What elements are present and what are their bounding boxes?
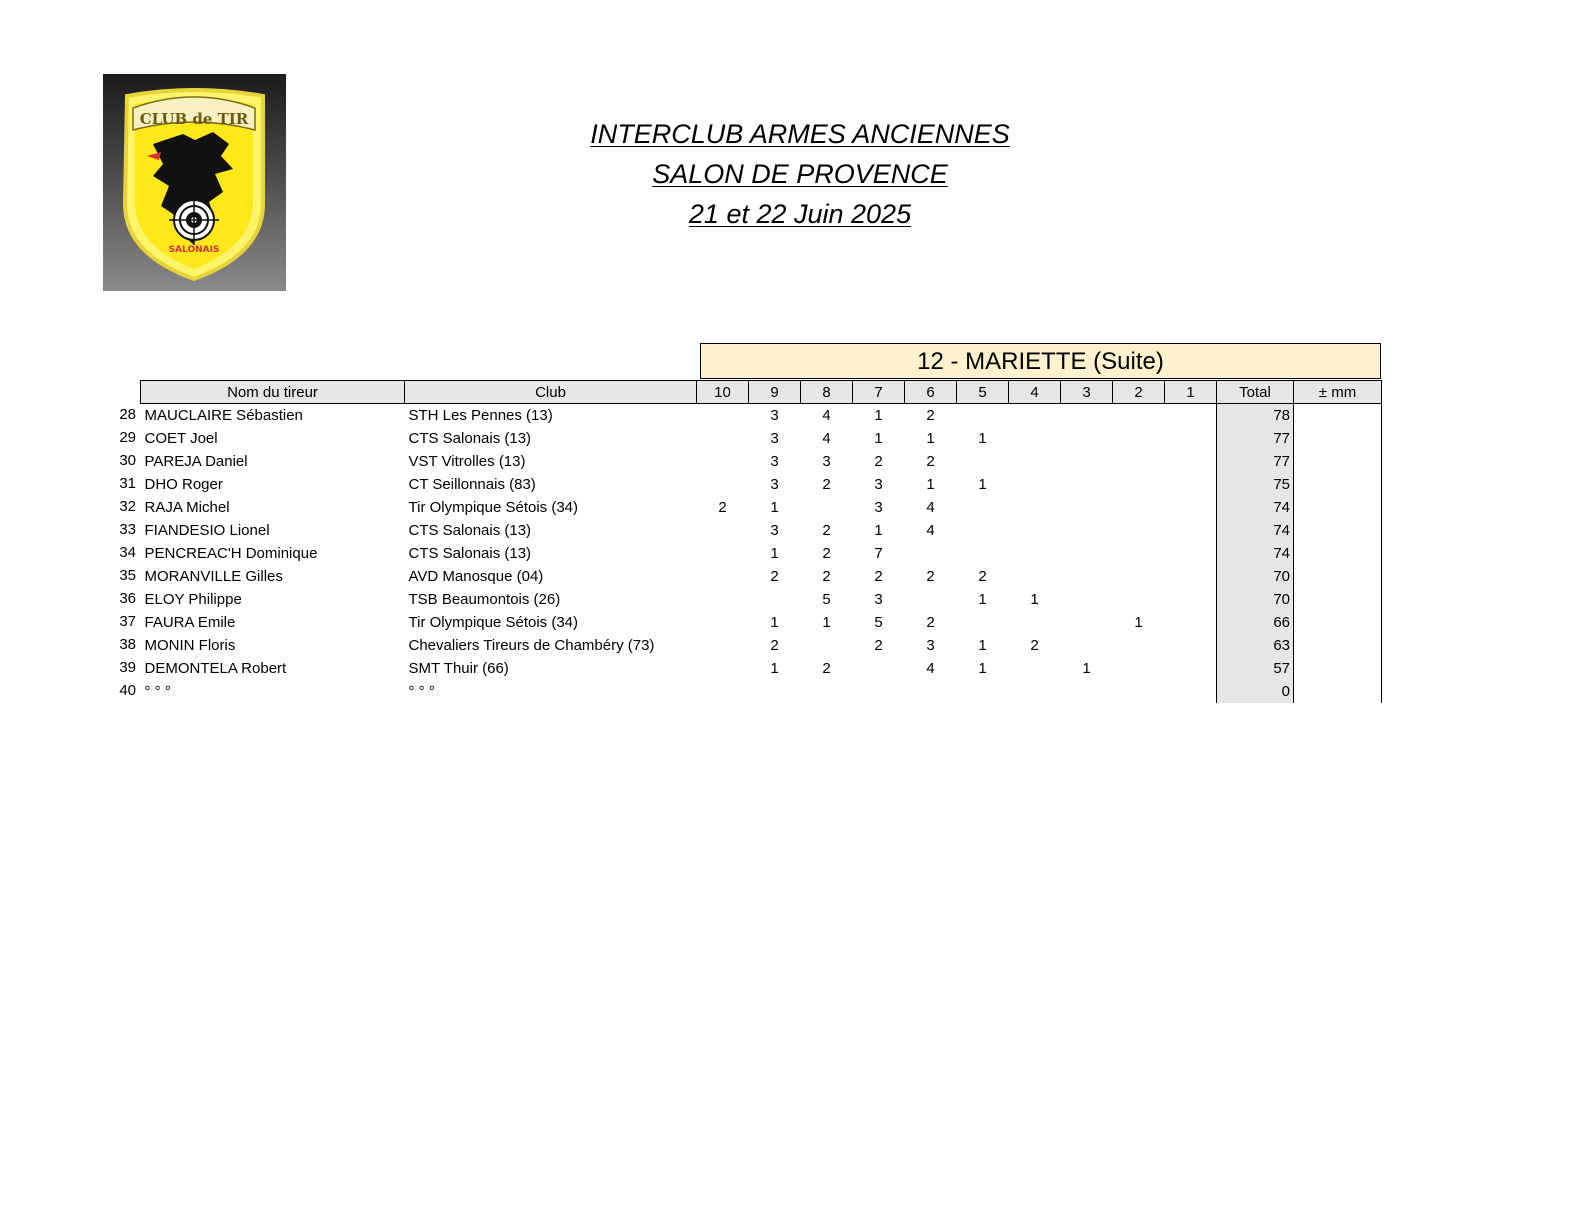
row-rank: 33 [119,521,136,538]
score-count-8: 2 [822,522,831,539]
score-count-8: 2 [822,660,831,677]
score-count-7: 1 [874,522,883,539]
shooter-name: RAJA Michel [144,499,230,516]
score-count-9: 1 [770,545,779,562]
col-header-10: 10 [697,381,749,404]
shooter-name: MONIN Floris [144,637,236,654]
table-row [141,657,1382,680]
score-count-10 [697,588,749,611]
col-header-3: 3 [1061,381,1113,404]
score-count-4 [1009,542,1061,565]
shooter-mm [1294,611,1382,634]
shield-icon [103,74,286,291]
score-count-6 [905,588,957,611]
shooter-mm [1294,657,1382,680]
score-count-5 [957,496,1009,519]
score-count-9 [749,588,801,611]
score-count-7: 7 [874,545,883,562]
score-count-6 [905,680,957,703]
score-count-2 [1113,450,1165,473]
title-line-1: INTERCLUB ARMES ANCIENNES [590,119,1010,149]
score-count-9: 2 [770,637,779,654]
shooter-total: 74 [1217,519,1294,542]
row-rank: 35 [119,567,136,584]
shooter-total: 0 [1217,680,1294,703]
score-count-6: 1 [926,476,935,493]
category-banner: 12 - MARIETTE (Suite) [700,343,1381,379]
shooter-total: 63 [1217,634,1294,657]
shooter-total: 75 [1217,473,1294,496]
shooter-name: MAUCLAIRE Sébastien [144,407,303,424]
score-count-9 [749,680,801,703]
score-count-2 [1113,427,1165,450]
col-header-4: 4 [1009,381,1061,404]
logo-bottom-text: SALONAIS [168,245,220,255]
score-count-8: 2 [822,545,831,562]
score-count-4: 1 [1030,591,1039,608]
score-count-4 [1009,519,1061,542]
score-count-2 [1113,680,1165,703]
score-count-8: 3 [822,453,831,470]
row-rank: 30 [119,452,136,469]
score-count-4 [1009,565,1061,588]
score-count-8: 1 [822,614,831,631]
col-header-club: Club [405,381,697,404]
score-count-8: 2 [822,476,831,493]
table-row [141,473,1382,496]
shooter-name: COET Joel [144,430,218,447]
shooter-club: Chevaliers Tireurs de Chambéry (73) [408,637,655,654]
score-count-1 [1165,542,1217,565]
score-count-5 [957,611,1009,634]
score-count-9: 1 [770,660,779,677]
shooter-name: PENCREAC'H Dominique [144,545,318,562]
score-count-1 [1165,634,1217,657]
table-row [141,450,1382,473]
score-count-1 [1165,611,1217,634]
shooter-mm [1294,519,1382,542]
score-count-5: 1 [978,660,987,677]
score-count-10 [697,565,749,588]
score-count-2 [1113,404,1165,428]
col-header-1: 1 [1165,381,1217,404]
table-row [141,404,1382,428]
score-count-10 [697,427,749,450]
score-count-8: 5 [822,591,831,608]
shooter-mm [1294,496,1382,519]
col-header-5: 5 [957,381,1009,404]
score-count-8: 2 [822,568,831,585]
row-rank: 36 [119,590,136,607]
score-count-6: 2 [926,568,935,585]
table-row [141,542,1382,565]
shooter-club: SMT Thuir (66) [408,660,509,677]
score-count-2 [1113,496,1165,519]
shooter-total: 74 [1217,542,1294,565]
col-header-mm: ± mm [1294,381,1382,404]
score-count-2 [1113,565,1165,588]
score-count-3 [1061,634,1113,657]
score-count-5 [957,519,1009,542]
score-count-7: 3 [874,499,883,516]
score-count-3 [1061,496,1113,519]
score-count-3 [1061,450,1113,473]
table-row [141,588,1382,611]
shooter-total: 77 [1217,450,1294,473]
logo-top-text: CLUB de TIR [139,110,249,128]
score-count-5: 1 [978,591,987,608]
score-count-10: 2 [718,499,727,516]
shooter-total: 78 [1217,404,1294,428]
score-count-7 [853,657,905,680]
shooter-total: 74 [1217,496,1294,519]
score-count-10 [697,404,749,428]
score-count-2 [1113,657,1165,680]
shooter-name: FAURA Emile [144,614,236,631]
shooter-total: 66 [1217,611,1294,634]
col-header-total: Total [1217,381,1294,404]
score-count-9: 3 [770,522,779,539]
shooter-mm [1294,427,1382,450]
score-count-5 [957,542,1009,565]
shooter-club: Tir Olympique Sétois (34) [408,499,578,516]
score-count-7: 3 [874,591,883,608]
shooter-name: MORANVILLE Gilles [144,568,283,585]
score-count-1 [1165,496,1217,519]
score-count-6: 4 [926,660,935,677]
score-count-1 [1165,519,1217,542]
page-title [500,114,1100,234]
score-count-2 [1113,542,1165,565]
table-row [141,496,1382,519]
score-count-6 [905,542,957,565]
shooter-mm [1294,634,1382,657]
shooter-club: AVD Manosque (04) [408,568,544,585]
shooter-name: DEMONTELA Robert [144,660,287,677]
score-count-4 [1009,450,1061,473]
col-header-2: 2 [1113,381,1165,404]
shooter-mm [1294,473,1382,496]
shooter-total: 77 [1217,427,1294,450]
score-count-6: 1 [926,430,935,447]
shooter-total: 70 [1217,588,1294,611]
shooter-club: CTS Salonais (13) [408,545,532,562]
score-count-3 [1061,680,1113,703]
row-rank: 31 [119,475,136,492]
shooter-club: CTS Salonais (13) [408,430,532,447]
score-count-5: 1 [978,430,987,447]
col-header-8: 8 [801,381,853,404]
row-rank: 40 [119,682,136,699]
row-rank: 37 [119,613,136,630]
table-row [141,427,1382,450]
table-row [141,611,1382,634]
score-count-2 [1113,588,1165,611]
shooter-name: PAREJA Daniel [144,453,248,470]
shooter-total: 70 [1217,565,1294,588]
score-count-3 [1061,473,1113,496]
score-count-10 [697,634,749,657]
score-count-7: 5 [874,614,883,631]
score-count-4 [1009,404,1061,428]
shooter-mm [1294,450,1382,473]
score-count-1 [1165,450,1217,473]
score-count-6: 2 [926,453,935,470]
score-count-8 [801,680,853,703]
score-count-3: 1 [1082,660,1091,677]
shooter-club: VST Vitrolles (13) [408,453,526,470]
table-header-row [141,381,1382,404]
score-count-8: 4 [822,407,831,424]
shooter-mm [1294,542,1382,565]
score-count-4 [1009,680,1061,703]
col-header-6: 6 [905,381,957,404]
score-count-4: 2 [1030,637,1039,654]
score-count-4 [1009,611,1061,634]
row-rank: 32 [119,498,136,515]
score-count-2 [1113,519,1165,542]
table-row [141,519,1382,542]
score-count-5: 1 [978,476,987,493]
rank-column [100,403,136,702]
score-count-5: 1 [978,637,987,654]
shooter-mm [1294,404,1382,428]
score-count-3 [1061,611,1113,634]
score-count-5 [957,450,1009,473]
score-count-1 [1165,473,1217,496]
shooter-club: TSB Beaumontois (26) [408,591,561,608]
score-count-7 [853,680,905,703]
score-count-8: 4 [822,430,831,447]
row-rank: 34 [119,544,136,561]
score-count-5 [957,404,1009,428]
row-rank: 38 [119,636,136,653]
club-logo [103,74,286,291]
row-rank: 28 [119,406,136,423]
shooter-club: Tir Olympique Sétois (34) [408,614,578,631]
score-count-10 [697,519,749,542]
score-count-1 [1165,427,1217,450]
score-count-4 [1009,473,1061,496]
score-count-4 [1009,657,1061,680]
score-count-3 [1061,565,1113,588]
score-count-5: 2 [978,568,987,585]
score-count-3 [1061,588,1113,611]
shooter-mm [1294,565,1382,588]
shooter-name: ELOY Philippe [144,591,242,608]
score-count-6: 4 [926,499,935,516]
score-count-8 [801,496,853,519]
shooter-total: 57 [1217,657,1294,680]
score-count-1 [1165,588,1217,611]
score-count-7: 1 [874,430,883,447]
shooter-club: CT Seillonnais (83) [408,476,536,493]
shooter-name: ° ° ° [144,683,171,700]
score-count-9: 2 [770,568,779,585]
score-count-1 [1165,657,1217,680]
score-count-4 [1009,427,1061,450]
score-count-7: 1 [874,407,883,424]
shooter-mm [1294,680,1382,703]
row-rank: 29 [119,429,136,446]
score-count-2: 1 [1134,614,1143,631]
score-count-2 [1113,473,1165,496]
score-count-9: 3 [770,430,779,447]
shooter-club: STH Les Pennes (13) [408,407,553,424]
score-count-7: 3 [874,476,883,493]
score-count-9: 1 [770,499,779,516]
score-count-10 [697,473,749,496]
score-count-8 [801,634,853,657]
row-rank: 39 [119,659,136,676]
shooter-club: CTS Salonais (13) [408,522,532,539]
table-row [141,680,1382,703]
score-count-7: 2 [874,568,883,585]
table-row [141,565,1382,588]
score-count-7: 2 [874,637,883,654]
score-count-9: 3 [770,476,779,493]
score-count-5 [957,680,1009,703]
col-header-name: Nom du tireur [141,381,405,404]
score-count-2 [1113,634,1165,657]
shooter-club: ° ° ° [408,683,435,700]
score-count-10 [697,680,749,703]
shooter-name: FIANDESIO Lionel [144,522,270,539]
score-count-6: 3 [926,637,935,654]
score-count-3 [1061,427,1113,450]
score-count-10 [697,542,749,565]
score-count-10 [697,657,749,680]
results-table [140,380,1382,703]
score-count-3 [1061,519,1113,542]
score-count-7: 2 [874,453,883,470]
score-count-6: 2 [926,407,935,424]
score-count-1 [1165,404,1217,428]
score-count-3 [1061,404,1113,428]
col-header-7: 7 [853,381,905,404]
shooter-mm [1294,588,1382,611]
score-count-10 [697,611,749,634]
score-count-6: 4 [926,522,935,539]
title-line-2: SALON DE PROVENCE [652,159,948,189]
score-count-1 [1165,565,1217,588]
score-count-9: 3 [770,407,779,424]
score-count-4 [1009,496,1061,519]
col-header-9: 9 [749,381,801,404]
score-count-3 [1061,542,1113,565]
title-line-3: 21 et 22 Juin 2025 [688,199,912,229]
score-count-9: 3 [770,453,779,470]
score-count-9: 1 [770,614,779,631]
score-count-1 [1165,680,1217,703]
shooter-name: DHO Roger [144,476,223,493]
score-count-10 [697,450,749,473]
table-row [141,634,1382,657]
score-count-6: 2 [926,614,935,631]
